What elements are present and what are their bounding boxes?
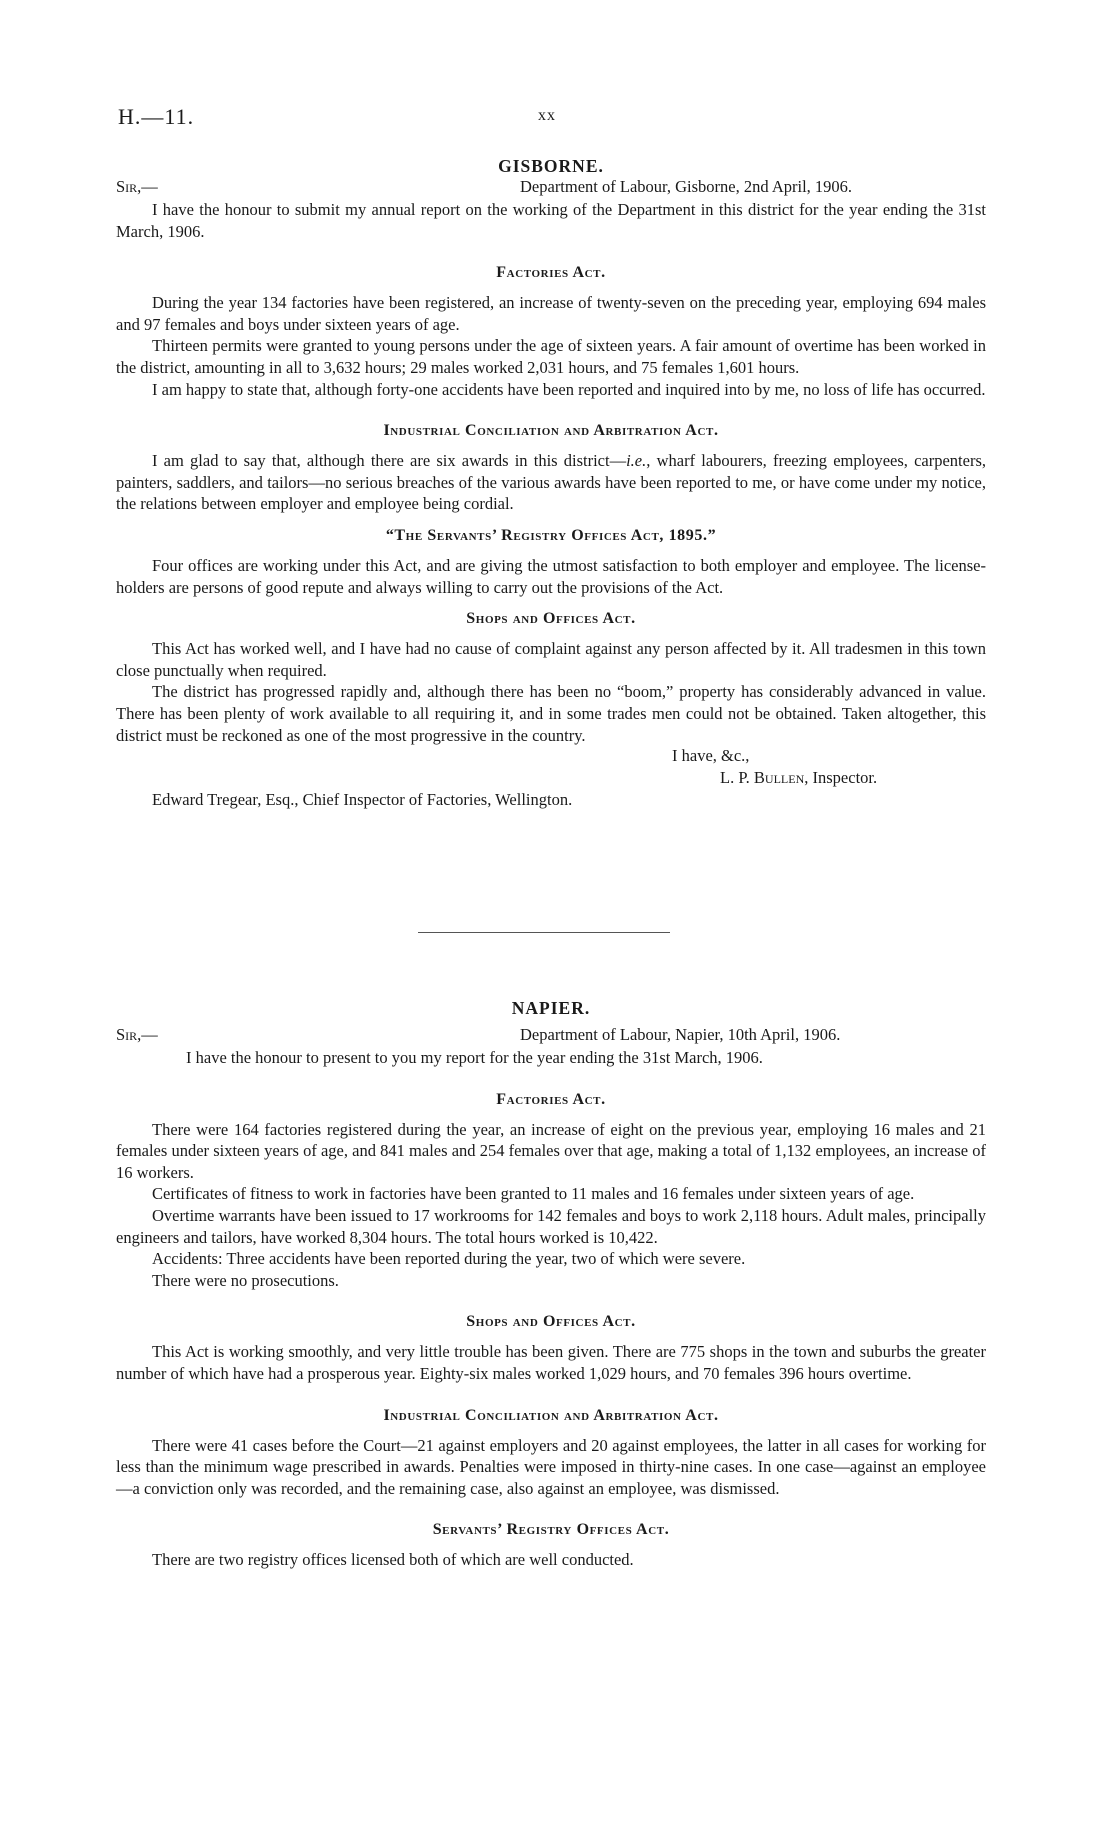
document-reference: H.—11. <box>118 104 195 129</box>
napier-factories-paragraph-1: There were 164 factories registered during the year, an increase of eight on the previous year, employing 16 males and 21 females under sixteen years of age, and 841 males and 254 females over that age, making a total of 1,132 employees, an increase of 16 workers. <box>116 1119 986 1182</box>
napier-factories-paragraph-5: There were no prosecutions. <box>152 1270 339 1290</box>
gisborne-report <box>116 156 986 810</box>
napier-ica-heading: Industrial Conciliation and Arbitration Act. <box>383 1406 719 1424</box>
napier-factories-paragraph-4: Accidents: Three accidents have been reported during the year, two of which were severe. <box>152 1249 746 1269</box>
gisborne-shops-paragraph-2: The district has progressed rapidly and, although there has been no “boom,” property has considerably advanced in value. There has been plenty of work available to all requiring it, and in some trades men could not be obtained. Taken altogether, this district must be reckoned as one of the most progressive in the country. <box>116 682 986 745</box>
section-divider <box>418 932 670 933</box>
gisborne-ica-paragraph <box>116 450 986 515</box>
gisborne-signature <box>720 768 877 788</box>
napier-address: Department of Labour, Napier, 10th April, 1906. <box>520 1025 841 1044</box>
gisborne-intro: I have the honour to submit my annual report on the working of the Department in this district for the year ending the 31st March, 1906. <box>116 200 986 241</box>
napier-salutation: Sir,— <box>116 1025 158 1044</box>
napier-salutation-row <box>116 1025 986 1047</box>
gisborne-salutation: Sir,— <box>116 177 158 196</box>
napier-shops-heading: Shops and Offices Act. <box>466 1313 636 1331</box>
gisborne-ica-heading: Industrial Conciliation and Arbitration Act. <box>383 422 719 440</box>
napier-intro: I have the honour to present to you my report for the year ending the 31st March, 1906. <box>186 1048 763 1067</box>
gisborne-ica-text-2: , wharf labourers, freezing employees, carpenters, painters, saddlers, and tailors—no serious breaches of the various awards have been reported to me, or have come under my notice, the relations between employer and employee being cordial. <box>116 451 986 514</box>
gisborne-title: GISBORNE. <box>498 156 604 176</box>
gisborne-factories-paragraph-1: During the year 134 factories have been registered, an increase of twenty-seven on the preceding year, employing 694 males and 97 females and boys under sixteen years of age. <box>116 293 986 334</box>
gisborne-factories-paragraph-3: I am happy to state that, although forty-one accidents have been reported and inquired into by me, no loss of life has occurred. <box>152 379 986 399</box>
napier-report <box>116 998 986 1571</box>
napier-factories-paragraph-3: Overtime warrants have been issued to 17 workrooms for 142 females and boys to work 2,118 hours. Adult males, principally engineers and tailors, have worked 8,304 hours. The total hours worked is 10,422. <box>116 1205 986 1247</box>
gisborne-shops-paragraph-1: This Act has worked well, and I have had no cause of complaint against any person affected by it. All tradesmen in this town close punctually when required. <box>116 639 986 680</box>
napier-servants-heading: Servants’ Registry Offices Act. <box>432 1521 670 1539</box>
napier-shops-paragraph: This Act is working smoothly, and very little trouble has been given. There are 775 shops in the town and suburbs the greater number of which have had a prosperous year. Eighty-six males worked 1,029 hours, and 70 females 396 hours overtime. <box>116 1342 986 1383</box>
gisborne-signature-title: , Inspector. <box>804 768 878 788</box>
napier-ica-paragraph: There were 41 cases before the Court—21 against employers and 20 against employees, the latter in all cases for working for less than the minimum wage prescribed in awards. Penalties were imposed in thirty-nine cases. In one case—against an employee—a conviction only was recorded, and the remaining case, also against an employee, was dismissed. <box>116 1435 986 1498</box>
gisborne-ica-italic: i.e. <box>626 451 647 471</box>
gisborne-closing-row <box>116 746 986 768</box>
gisborne-closing: I have, &c., <box>672 746 750 766</box>
gisborne-signature-name: L. P. Bullen <box>720 768 805 788</box>
napier-factories-paragraph-2: Certificates of fitness to work in factories have been granted to 11 males and 16 females under sixteen years of age. <box>152 1184 915 1204</box>
gisborne-signature-row <box>116 768 986 790</box>
gisborne-factories-paragraph-2: Thirteen permits were granted to young persons under the age of sixteen years. A fair amount of overtime has been worked in the district, amounting in all to 3,632 hours; 29 males worked 2,031 hours, and 75 females 1,601 hours. <box>116 336 986 377</box>
gisborne-servants-paragraph: Four offices are working under this Act, and are giving the utmost satisfaction to both employer and employee. The license-holders are persons of good repute and always willing to carry out the provisions of the Act. <box>116 555 986 597</box>
napier-servants-paragraph: There are two registry offices licensed both of which are well conducted. <box>152 1550 634 1570</box>
gisborne-servants-heading: “The Servants’ Registry Offices Act, 1895.” <box>385 526 717 544</box>
page-number: xx <box>538 107 556 124</box>
gisborne-addressee: Edward Tregear, Esq., Chief Inspector of Factories, Wellington. <box>152 790 573 810</box>
napier-factories-heading: Factories Act. <box>496 1090 606 1108</box>
gisborne-factories-heading: Factories Act. <box>496 264 606 282</box>
napier-title: NAPIER. <box>511 998 591 1018</box>
gisborne-shops-heading: Shops and Offices Act. <box>466 610 636 628</box>
gisborne-ica-text-1: I am glad to say that, although there are six awards in this district— <box>152 451 627 471</box>
gisborne-salutation-row <box>116 177 986 199</box>
gisborne-address: Department of Labour, Gisborne, 2nd April, 1906. <box>520 177 853 196</box>
